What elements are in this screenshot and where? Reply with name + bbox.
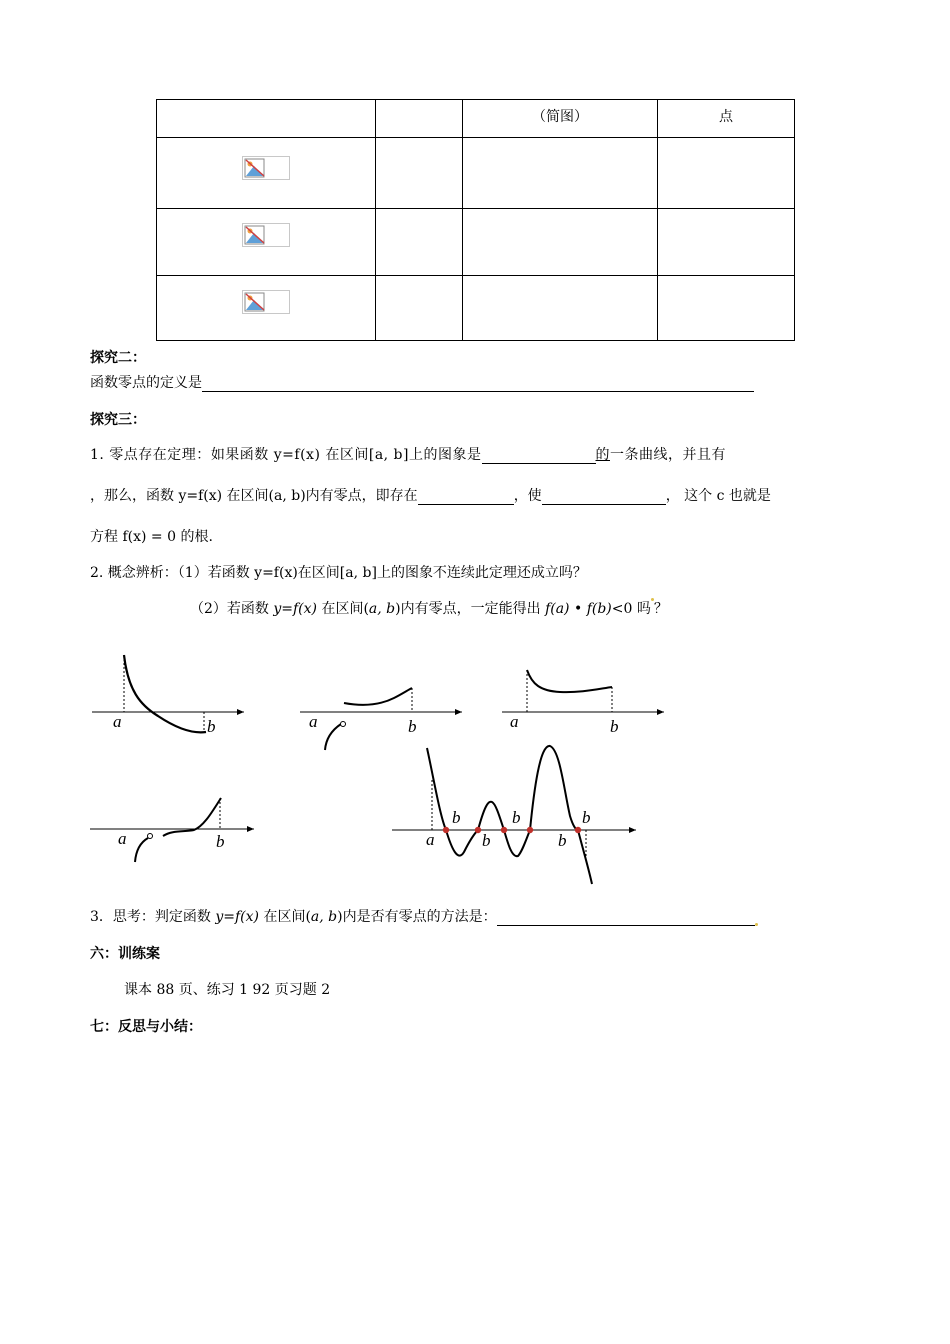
row-3-cell-2 [376,276,463,341]
q3-part: )内是否有零点的方法是： [337,909,497,925]
graph-1 [92,655,244,736]
curve [344,688,412,705]
graph-4 [90,798,254,862]
section-2-title: 探究二： [90,350,146,366]
theorem-de: 的 [595,447,610,463]
graph-5 [392,746,636,884]
row-2-cell-2 [376,209,463,276]
label-b: b [452,808,461,827]
q3-part: y=f(x) [215,909,259,925]
label-a: a [426,830,435,849]
q2-part: a, b [368,601,396,617]
method-blank [497,911,755,926]
label-b: b [207,717,216,736]
section-7-title: 七：反思与小结： [90,1019,202,1035]
row-2-cell-4 [658,209,795,276]
row-3-cell-4 [658,276,795,341]
row-1-cell-3 [463,138,658,209]
label-b: b [482,831,491,850]
concept-question-2 [190,598,668,618]
row-3-formula-cell [157,276,376,341]
broken-image-icon [242,223,290,247]
curve [163,798,221,836]
q3-part: a, b [310,909,338,925]
theorem-text-2: 一条曲线，并且有 [610,447,726,463]
q2-part: <0 吗 [611,601,651,617]
q2-part: • [569,601,587,617]
row-1-cell-2 [376,138,463,209]
broken-image-icon [242,290,290,314]
q2-part: f(b) [586,601,612,617]
zero-definition-label: 函数零点的定义是 [90,375,202,391]
theorem-label: 1. 零点存在定理： [90,447,211,463]
think-question [90,906,758,926]
marker-dot [755,923,758,926]
label-b: b [512,808,521,827]
theorem-line-1 [90,444,726,464]
q2-part: ？ [653,601,668,617]
q3-part: 在区间( [259,909,311,925]
theorem-text-4: ，使 [513,488,542,504]
zero-point [527,827,533,833]
header-sketch-label: （简图） [532,109,588,125]
q2-part: y=f(x) [273,601,317,617]
section-3-title: 探究三： [90,412,146,428]
function-graphs [0,640,950,900]
header-cell-4 [658,100,795,138]
exercise-line: 课本 88 页、练习 1 92 页习题 2 [124,982,331,998]
zero-point [475,827,481,833]
open-point [148,834,153,839]
zero-point [443,827,449,833]
q2-part: 在区间( [317,601,369,617]
row-3-cell-3 [463,276,658,341]
zero-point [575,827,581,833]
theorem-line-2 [90,485,771,505]
q2-part: f(a) [545,601,570,617]
q3-part: 3．思考：判定函数 [90,909,216,925]
continuous-blank [482,449,596,464]
header-cell-1 [157,100,376,138]
q2-part: （2）若函数 [190,601,274,617]
label-a: a [113,712,122,731]
zero-point [501,827,507,833]
row-2-cell-3 [463,209,658,276]
open-point [341,722,346,727]
curve [325,724,341,750]
curve [124,655,206,732]
label-b: b [610,717,619,736]
zero-definition-line [90,372,754,392]
header-point-label: 点 [719,109,733,125]
curve [135,838,148,862]
graph-2 [300,688,462,750]
condition-blank [542,490,666,505]
row-1-cell-4 [658,138,795,209]
label-b: b [216,832,225,851]
exists-blank [418,490,514,505]
q2-part: )内有零点，一定能得出 [395,601,546,617]
row-1-formula-cell [157,138,376,209]
section-6-title: 六：训练案 [90,946,160,962]
label-b: b [558,831,567,850]
graph-3 [502,670,664,736]
concept-question-1: 2. 概念辨析：（1）若函数 y=f(x)在区间[a, b]上的图象不连续此定理还成立吗？ [90,565,587,581]
label-b: b [582,808,591,827]
theorem-text: 如果函数 y=f(x) 在区间[a, b]上的图象是 [210,447,482,463]
label-a: a [510,712,519,731]
function-table [156,99,795,341]
label-a: a [118,829,127,848]
header-cell-2 [376,100,463,138]
label-b: b [408,717,417,736]
definition-blank [202,377,754,392]
label-a: a [309,712,318,731]
row-2-formula-cell [157,209,376,276]
theorem-text-3: ，那么，函数 y=f(x) 在区间(a, b)内有零点，即存在 [90,488,418,504]
theorem-line-3: 方程 f(x) = 0 的根. [90,529,213,545]
header-cell-3 [463,100,658,138]
curve [527,670,612,692]
broken-image-icon [242,156,290,180]
theorem-text-5: ， 这个 c 也就是 [665,488,771,504]
